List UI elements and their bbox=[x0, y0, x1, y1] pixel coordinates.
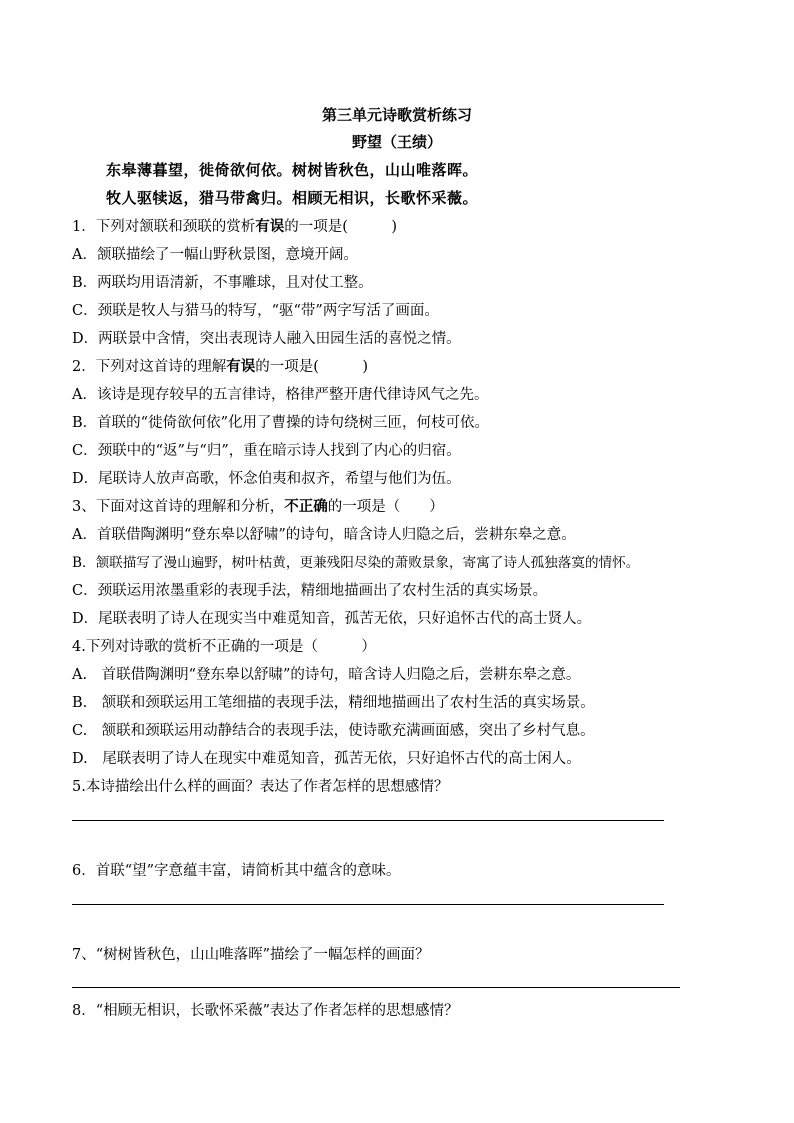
option-item: C．颈联是牧人与猎马的特写，“驱“带”两字写活了画面。 bbox=[72, 303, 439, 319]
option-item: C. 颔联和颈联运用动静结合的表现手法，使诗歌充满画面感，突出了乡村气息。 bbox=[72, 723, 595, 739]
question-5-stem: 5.本诗描绘出什么样的画面？表达了作者怎样的思想感情？ bbox=[72, 779, 449, 795]
option-item: A．颔联描绘了一幅山野秋景图，意境开阔。 bbox=[72, 247, 358, 263]
answer-line bbox=[72, 987, 680, 988]
question-6-stem: 6．首联“望”字意蕴丰富，请简析其中蕴含的意味。 bbox=[72, 863, 401, 879]
question-1-stem bbox=[72, 215, 397, 236]
option-item: B．颔联描写了漫山遍野，树叶枯黄，更兼残阳尽染的萧败景象，寄寓了诗人孤独落寞的情怀。 bbox=[72, 555, 640, 571]
question-7-stem: 7、“树树皆秋色，山山唯落晖”描绘了一幅怎样的画面？ bbox=[72, 947, 430, 963]
page-title: 第三单元诗歌赏析练习 bbox=[321, 106, 472, 124]
option-item: A．首联借陶渊明“登东皋以舒啸”的诗句，暗含诗人归隐之后，尝耕东皋之意。 bbox=[72, 527, 576, 543]
question-emphasis: 有误 bbox=[226, 358, 256, 375]
answer-line bbox=[72, 904, 664, 905]
option-item: D．尾联表明了诗人在现实当中难觅知音，孤苦无依，只好追怀古代的高士贤人。 bbox=[72, 611, 592, 627]
question-stem-text: 的一项是( ) bbox=[255, 359, 369, 375]
option-item: D. 尾联表明了诗人在现实中难觅知音，孤苦无依，只好追怀古代的高士闲人。 bbox=[72, 751, 581, 767]
question-emphasis: 不正确 bbox=[284, 498, 328, 515]
poem-title: 野望（王绩） bbox=[351, 133, 442, 151]
question-4-stem: 4.下列对诗歌的赏析不正确的一项是（ ） bbox=[72, 639, 376, 655]
option-item: A. 首联借陶渊明“登东皋以舒啸”的诗句，暗含诗人归隐之后，尝耕东皋之意。 bbox=[72, 667, 581, 683]
option-item: B. 颔联和颈联运用工笔细描的表现手法，精细地描画出了农村生活的真实场景。 bbox=[72, 695, 595, 711]
question-8-stem: 8．“相顾无相识，长歌怀采薇”表达了作者怎样的思想感情？ bbox=[72, 1003, 459, 1019]
option-item: D．两联景中含情，突出表现诗人融入田园生活的喜悦之情。 bbox=[72, 331, 461, 347]
poem-line: 牧人驱犊返，猎马带禽归。相顾无相识，长歌怀采薇。 bbox=[106, 189, 479, 207]
question-emphasis: 有误 bbox=[255, 218, 285, 235]
option-item: B．两联均用语清新，不事雕球，且对仗工整。 bbox=[72, 275, 373, 291]
question-stem-text: 2．下列对这首诗的理解 bbox=[72, 359, 227, 375]
option-item: C．颈联中的“返”与“归”，重在暗示诗人找到了内心的归宿。 bbox=[72, 443, 461, 459]
poem-line: 东皋薄暮望，徙倚欲何依。树树皆秋色，山山唯落晖。 bbox=[106, 161, 479, 179]
question-2-stem bbox=[72, 355, 368, 376]
option-item: B．首联的“徙倚欲何依”化用了曹操的诗句绕树三匝，何枝可依。 bbox=[72, 415, 489, 431]
question-stem-text: 的一项是（ ） bbox=[327, 499, 444, 515]
option-item: D．尾联诗人放声高歌，怀念伯夷和叔齐，希望与他们为伍。 bbox=[72, 471, 461, 487]
question-stem-text: 1．下列对颔联和颈联的赏析 bbox=[72, 219, 256, 235]
option-item: A．该诗是现存较早的五言律诗，格律严整开唐代律诗风气之先。 bbox=[72, 387, 489, 403]
answer-line bbox=[72, 820, 664, 821]
question-stem-text: 3、下面对这首诗的理解和分析， bbox=[72, 499, 285, 515]
question-stem-text: 的一项是( ) bbox=[284, 219, 398, 235]
question-3-stem bbox=[72, 495, 444, 516]
option-item: C．颈联运用浓墨重彩的表现手法，精细地描画出了农村生活的真实场景。 bbox=[72, 583, 548, 599]
